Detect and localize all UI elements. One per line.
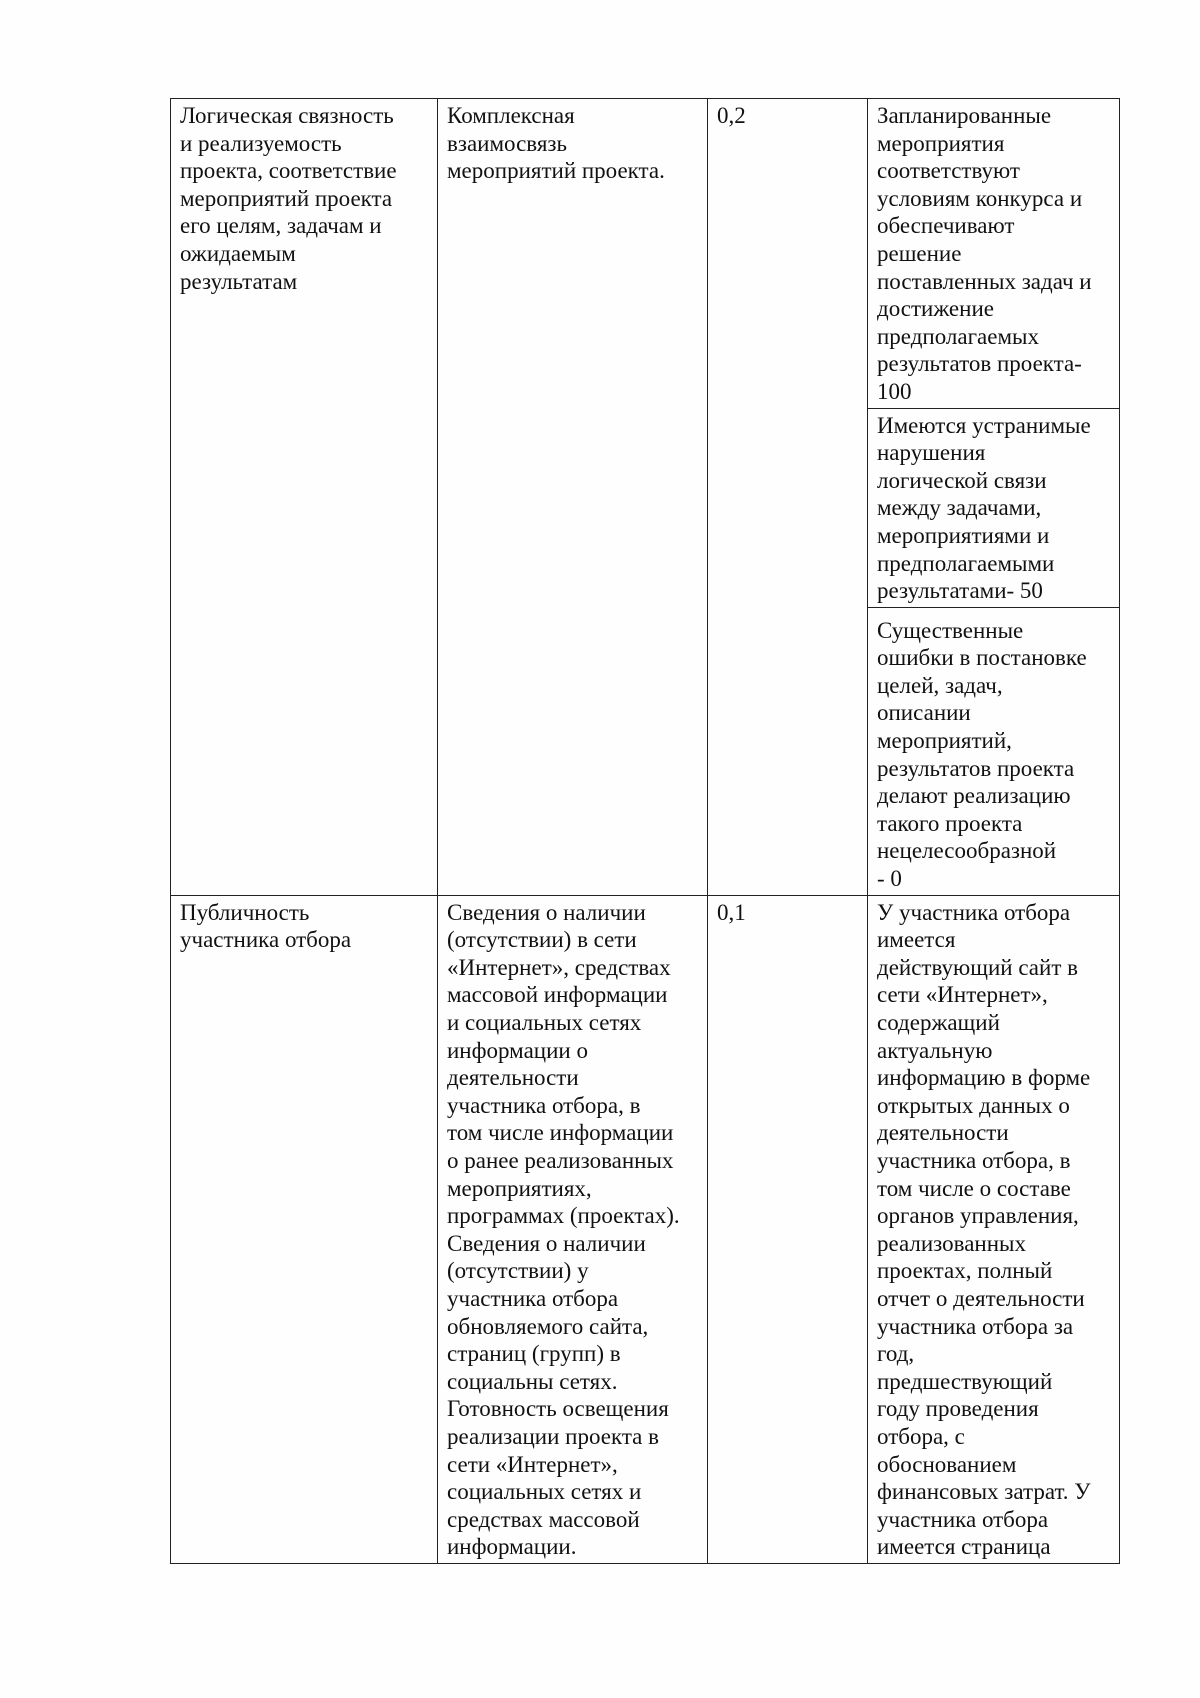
table-row: [171, 99, 1120, 409]
criterion-cell: Логическая связность и реализуемость проекта, соответствие мероприятий проекта его целям, задачам и ожидаемым результатам: [171, 99, 438, 896]
description-cell: Комплексная взаимосвязь мероприятий проекта.: [438, 99, 708, 896]
description-cell: Сведения о наличии (отсутствии) в сети «Интернет», средствах массовой информации и социальных сетях информации о деятельности участника отбора, в том числе информации о ранее реализованных мероприятиях, программах (проектах). Сведения о наличии (отсутствии) у участника отбора обновляемого сайта, страниц (групп) в социальны сетях. Готовность освещения реализации проекта в сети «Интернет», социальных сетях и средствах массовой информации.: [438, 895, 708, 1563]
criteria-table: [170, 98, 1120, 1564]
criterion-cell: Публичность участника отбора: [171, 895, 438, 1563]
score-cell: Существенные ошибки в постановке целей, задач, описании мероприятий, результатов проекта делают реализацию такого проекта нецелесообразной - 0: [868, 607, 1120, 895]
score-cell: Запланированные мероприятия соответствуют условиям конкурса и обеспечивают решение поставленных задач и достижение предполагаемых результатов проекта- 100: [868, 99, 1120, 409]
table-row: [171, 895, 1120, 1563]
score-cell: Имеются устранимые нарушения логической связи между задачами, мероприятиями и предполагаемыми результатами- 50: [868, 408, 1120, 607]
weight-cell: 0,1: [708, 895, 868, 1563]
score-cell: У участника отбора имеется действующий сайт в сети «Интернет», содержащий актуальную информацию в форме открытых данных о деятельности участника отбора, в том числе о составе органов управления, реализованных проектах, полный отчет о деятельности участника отбора за год, предшествующий году проведения отбора, с обоснованием финансовых затрат. У участника отбора имеется страница: [868, 895, 1120, 1563]
weight-cell: 0,2: [708, 99, 868, 896]
